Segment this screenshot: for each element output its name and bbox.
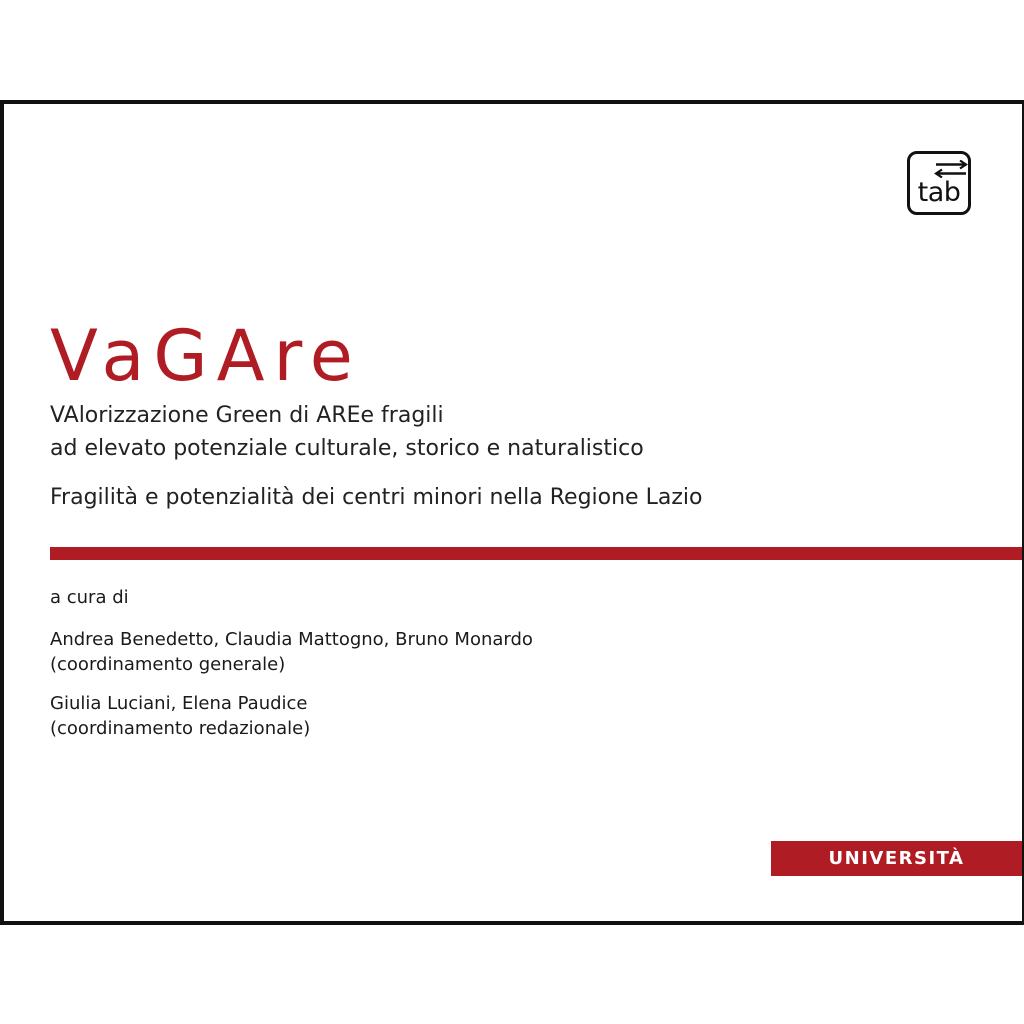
editor-names: Andrea Benedetto, Claudia Mattogno, Bruno Monardo xyxy=(50,629,533,650)
editor-names: Giulia Luciani, Elena Paudice xyxy=(50,693,308,714)
edited-by-label: a cura di xyxy=(50,587,129,608)
series-badge: UNIVERSITÀ xyxy=(771,841,1022,876)
swap-arrows-icon xyxy=(934,160,968,178)
book-title: VaGAre xyxy=(50,315,362,397)
subtitle-line-1: VAlorizzazione Green di AREe fragili xyxy=(50,403,444,428)
secondary-subtitle: Fragilità e potenzialità dei centri minori nella Regione Lazio xyxy=(50,485,703,510)
publisher-logo-text: tab xyxy=(917,177,961,208)
red-divider xyxy=(50,547,1022,560)
subtitle-line-2: ad elevato potenziale culturale, storico e naturalistico xyxy=(50,436,644,461)
editor-group-editorial xyxy=(50,691,533,741)
book-subtitle xyxy=(50,399,644,465)
editor-group-general xyxy=(50,627,533,677)
editors-credits xyxy=(50,586,533,741)
publisher-logo xyxy=(907,151,971,215)
editor-role: (coordinamento generale) xyxy=(50,654,286,675)
editor-role: (coordinamento redazionale) xyxy=(50,718,311,739)
book-cover xyxy=(0,100,1024,925)
